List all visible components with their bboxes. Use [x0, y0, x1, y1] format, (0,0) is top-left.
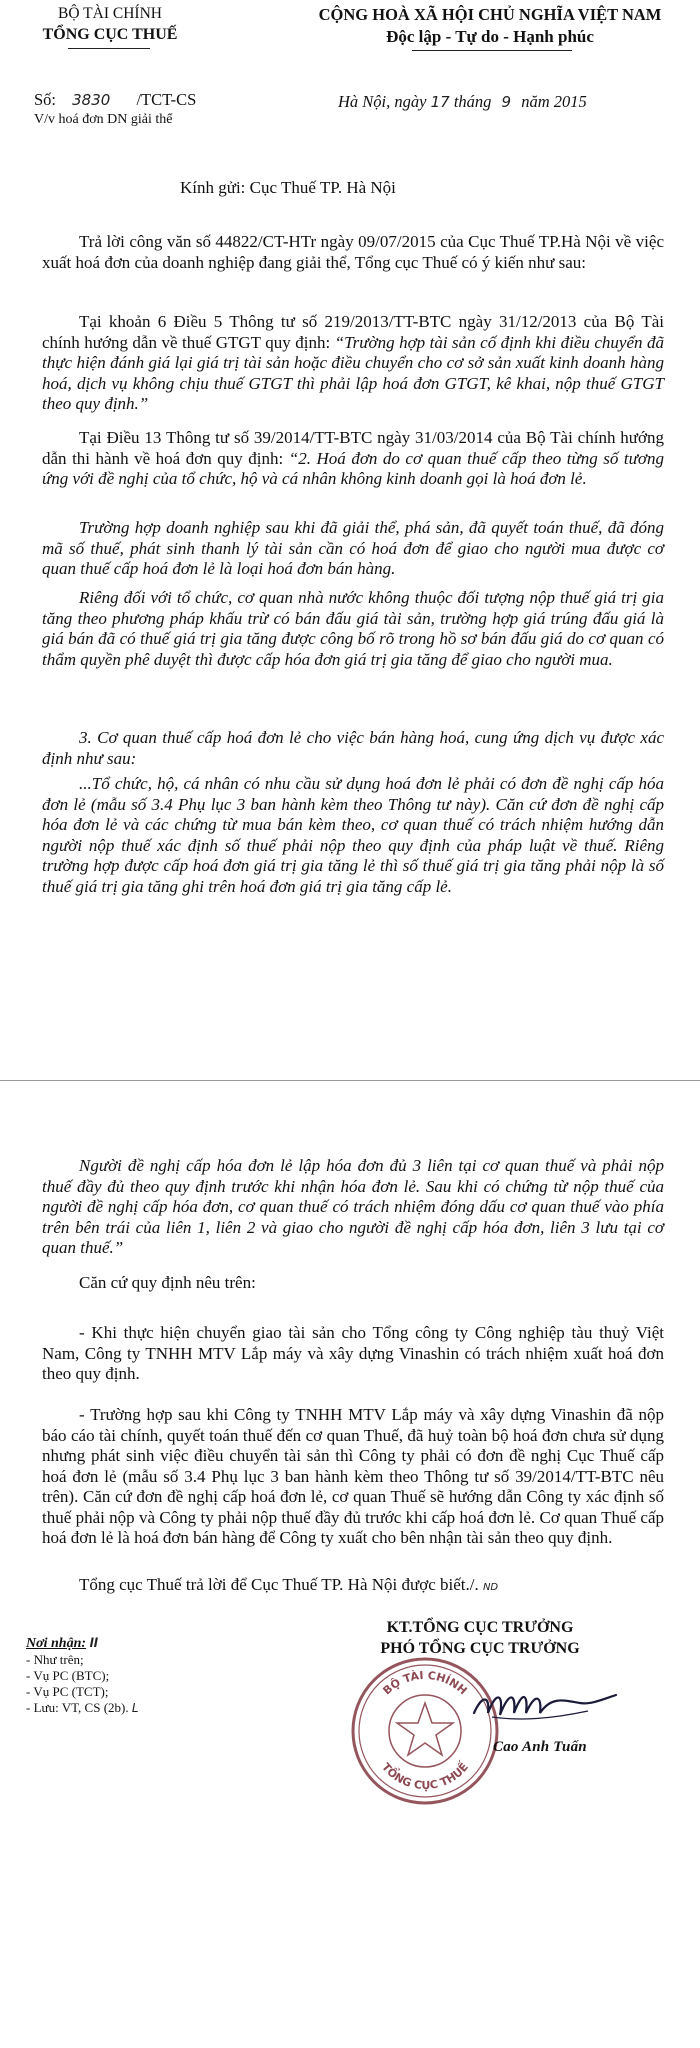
- paragraph-after-settlement: - Trường hợp sau khi Công ty TNHH MTV Lắp máy và xây dựng Vinashin đã nộp báo cáo tài chính, quyết toán thuế đến cơ quan Thuế, đã huỷ toàn bộ hoá đơn chưa sử dụng nhưng phát sinh việc điều chuyển tài sản thì Công ty phải có đơn đề nghị Cục Thuế cấp hoá đơn lẻ (mẫu số 3.4 Phụ lục 3 ban hành kèm theo Thông tư số 39/2014/TT-BTC nêu trên). Căn cứ đơn đề nghị cấp hoá đơn lẻ, cơ quan Thuế sẽ hướng dẫn Công ty xác định số thuế phải nộp và Công ty phải nộp thuế đầy đủ trước khi cấp hoá đơn lẻ. Cơ quan Thuế cấp hoá đơn lẻ là hoá đơn bán hàng để Công ty xuất cho bên nhận tài sản theo quy định.: [42, 1405, 664, 1547]
- number-suffix: /TCT-CS: [136, 90, 197, 109]
- closing-initials: ND: [482, 1582, 499, 1593]
- paragraph-issuance: Người đề nghị cấp hóa đơn lẻ lập hóa đơn đủ 3 liên tại cơ quan thuế và phải nộp thuế đầy đủ theo quy định trước khi nhận hóa đơn lẻ. Sau khi có chứng từ nộp thuế của người đề nghị cấp hóa đơn, cơ quan thuế có trách nhiệm đóng dấu cơ quan thuế vào phía trên bên trái của liên 1, liên 2 và giao cho người đề nghị cấp hóa đơn, liên 3 lưu tại cơ quan thuế.”: [42, 1156, 664, 1257]
- recipient-item-mark: L: [131, 1701, 139, 1715]
- signature-title-2: PHÓ TỔNG CỤC TRƯỞNG: [380, 1640, 580, 1657]
- country-name: CỘNG HOÀ XÃ HỘI CHỦ NGHĨA VIỆT NAM: [318, 5, 662, 24]
- paragraph-basis: Căn cứ quy định nêu trên:: [79, 1273, 256, 1292]
- document-subject: V/v hoá đơn DN giải thể: [34, 112, 173, 127]
- circular-39-quote: “2. Hoá đơn do cơ quan thuế cấp theo từng số tương ứng với đề nghị của tổ chức, hộ và cá nhân không kinh doanh gọi là hoá đơn lẻ.: [42, 448, 664, 488]
- circular-219-quote: “Trường hợp tài sản cố định khi điều chuyển đã thực hiện đánh giá lại giá trị tài sản hoặc điều chuyển cho cơ sở sản xuất kinh doanh hàng hoá, dịch vụ không chịu thuế GTGT thì phải lập hoá đơn GTGT, kê khai, nộp thuế GTGT theo quy định.”: [42, 332, 664, 413]
- handwritten-signature: [470, 1673, 620, 1733]
- date-month: 9: [501, 93, 512, 111]
- number-prefix: Số:: [34, 90, 57, 109]
- seal-star: [397, 1703, 453, 1755]
- page-2: [0, 1093, 700, 2048]
- national-motto: Độc lập - Tự do - Hạnh phúc: [386, 27, 594, 46]
- signature-title-1: KT.TỔNG CỤC TRƯỞNG: [386, 1619, 574, 1636]
- document-number: [34, 90, 196, 110]
- ministry-name: BỘ TÀI CHÍNH: [58, 5, 162, 22]
- number-handwritten: 3830: [72, 91, 111, 109]
- recipient-item: - Vụ PC (TCT);: [26, 1684, 109, 1699]
- circular-39-lead: Tại Điều 13 Thông tư số 39/2014/TT-BTC ngày 31/03/2014 của Bộ Tài chính hướng dẫn thi hành về hoá đơn quy định:: [42, 428, 664, 468]
- seal-bottom-text: TỔNG CỤC THUẾ: [379, 1760, 471, 1793]
- recipients-title: [26, 1635, 186, 1652]
- recipient-item: - Vụ PC (BTC);: [26, 1668, 110, 1683]
- paragraph-circular-39: [42, 428, 664, 490]
- circular-219-lead: Tại khoản 6 Điều 5 Thông tư số 219/2013/TT-BTC ngày 31/12/2013 của Bộ Tài chính hướng dẫn về thuế GTGT quy định:: [42, 312, 664, 352]
- recipient-line: Kính gửi: Cục Thuế TP. Hà Nội: [180, 178, 396, 197]
- header-left-rule: [68, 48, 150, 49]
- recipients-block: [26, 1635, 186, 1716]
- recipient-item-archive: - Lưu: VT, CS (2b).: [26, 1700, 129, 1715]
- recipient-item: [26, 1700, 186, 1716]
- page-break: [0, 1080, 700, 1094]
- paragraph-reply: Trả lời công văn số 44822/CT-HTr ngày 09/07/2015 của Cục Thuế TP.Hà Nội về việc xuất hoá đơn của doanh nghiệp đang giải thể, Tổng cục Thuế có ý kiến như sau:: [42, 232, 664, 272]
- department-name: TỔNG CỤC THUẾ: [42, 26, 178, 43]
- header-right-rule: [412, 50, 572, 51]
- recipients-title-mark: ll: [89, 1636, 98, 1650]
- date-prefix: Hà Nội, ngày: [338, 92, 427, 111]
- paragraph-dissolved-enterprise: Trường hợp doanh nghiệp sau khi đã giải thể, phá sản, đã quyết toán thuế, đã đóng mã số thuế, phát sinh thanh lý tài sản cần có hoá đơn để giao cho người mua được cơ quan thuế cấp hoá đơn lẻ là loại hoá đơn bán hàng.: [42, 518, 664, 578]
- date-day: 17: [430, 93, 450, 111]
- seal-top-text: BỘ TÀI CHÍNH: [380, 1668, 470, 1698]
- recipient-item: - Như trên;: [26, 1652, 84, 1667]
- paragraph-item-3: 3. Cơ quan thuế cấp hoá đơn lẻ cho việc bán hàng hoá, cung ứng dịch vụ được xác định như sau:: [42, 728, 664, 768]
- paragraph-application: ...Tổ chức, hộ, cá nhân có nhu cầu sử dụng hoá đơn lẻ phải có đơn đề nghị cấp hóa đơn lẻ (mẫu số 3.4 Phụ lục 3 ban hành kèm theo Thông tư này). Căn cứ đơn đề nghị cấp hóa đơn lẻ và các chứng từ mua bán kèm theo, cơ quan thuế có trách nhiệm hướng dẫn người nộp thuế xác định số thuế phải nộp theo quy định của pháp luật về thuế. Riêng trường hợp được cấp hoá đơn giá trị gia tăng lẻ thì số thuế giá trị gia tăng phải nộp là số thuế giá trị gia tăng ghi trên hoá đơn giá trị gia tăng cấp lẻ.: [42, 774, 664, 896]
- signer-name: Cao Anh Tuấn: [493, 1739, 587, 1755]
- paragraph-closing: [42, 1575, 664, 1599]
- paragraph-transfer: - Khi thực hiện chuyển giao tài sản cho Tổng công ty Công nghiệp tàu thuỷ Việt Nam, Công ty TNHH MTV Lắp máy và xây dựng Vinashin có trách nhiệm xuất hoá đơn theo quy định.: [42, 1323, 664, 1383]
- document-date: [338, 92, 587, 112]
- date-mid: tháng: [453, 92, 492, 111]
- paragraph-state-organization: Riêng đối với tổ chức, cơ quan nhà nước không thuộc đối tượng nộp thuế giá trị gia tăng theo phương pháp khấu trừ có bán đấu giá tài sản, trường hợp giá trúng đấu giá là giá bán đã có thuế giá trị gia tăng được công bố rõ trong hồ sơ bán đấu giá do cơ quan có thẩm quyền phê duyệt thì được cấp hóa đơn giá trị gia tăng để giao cho người mua.: [42, 588, 664, 669]
- recipients-title-text: Nơi nhận:: [26, 1636, 87, 1651]
- closing-text: Tổng cục Thuế trả lời để Cục Thuế TP. Hà Nội được biết./.: [79, 1575, 479, 1594]
- date-suffix: năm 2015: [521, 92, 587, 111]
- svg-text:TỔNG CỤC THUẾ: [379, 1759, 471, 1792]
- paragraph-circular-219: [42, 312, 664, 415]
